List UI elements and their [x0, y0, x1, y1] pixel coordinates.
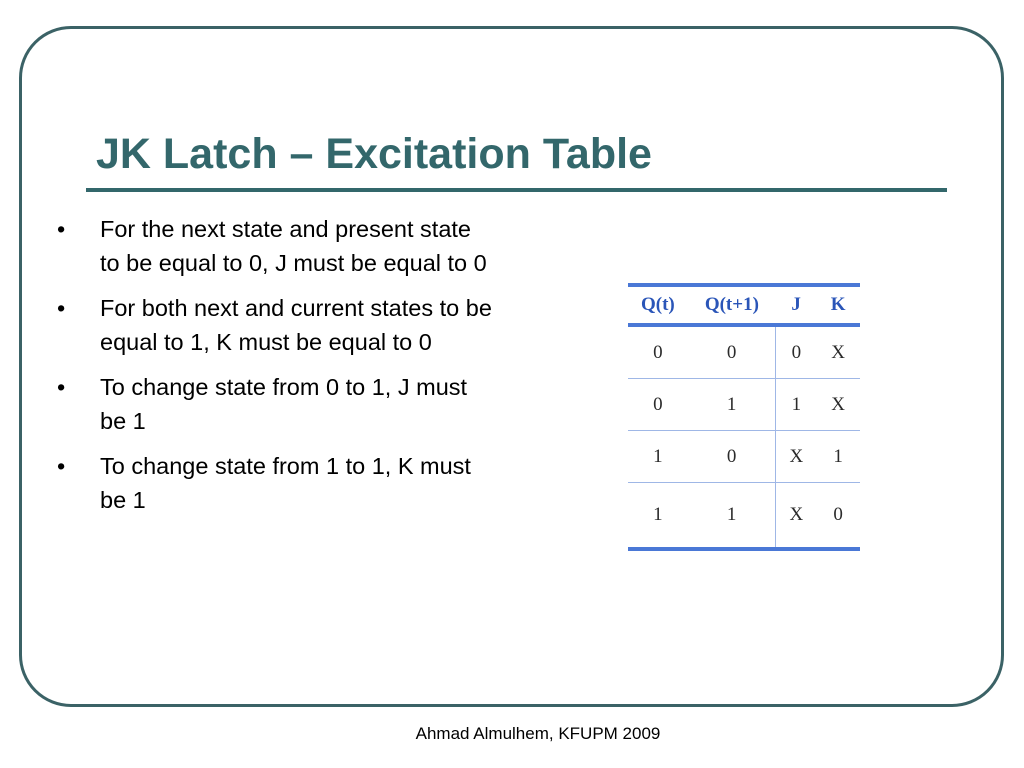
cell-k: 0: [816, 483, 860, 550]
table-row: [628, 325, 860, 379]
bullet-item: [57, 212, 497, 280]
cell-q-t: 0: [628, 379, 688, 431]
bullet-list: [57, 212, 497, 528]
cell-j: X: [776, 431, 816, 483]
bullet-marker: •: [57, 453, 66, 479]
table-row: [628, 483, 860, 550]
header-j: J: [776, 285, 816, 325]
cell-q-t: 1: [628, 431, 688, 483]
cell-q-t-plus-1: 0: [688, 431, 776, 483]
cell-j: 1: [776, 379, 816, 431]
bullet-item: [57, 370, 497, 438]
bullet-marker: •: [57, 216, 66, 242]
cell-j: 0: [776, 325, 816, 379]
bullet-text: To change state from 0 to 1, J must be 1: [100, 374, 468, 434]
header-q-t-plus-1: Q(t+1): [688, 285, 776, 325]
bullet-item: [57, 291, 497, 359]
bullet-text: To change state from 1 to 1, K must be 1: [100, 453, 471, 513]
bullet-text: For the next state and present state to be equal to 0, J must be equal to 0: [100, 216, 487, 276]
cell-k: X: [816, 379, 860, 431]
slide-footer: Ahmad Almulhem, KFUPM 2009: [415, 724, 661, 743]
table-row: [628, 379, 860, 431]
table-header-row: [628, 285, 860, 325]
cell-k: X: [816, 325, 860, 379]
title-underline: [86, 188, 947, 192]
slide-title: JK Latch – Excitation Table: [96, 130, 652, 178]
cell-q-t-plus-1: 0: [688, 325, 776, 379]
bullet-marker: •: [57, 374, 66, 400]
cell-q-t: 0: [628, 325, 688, 379]
cell-q-t: 1: [628, 483, 688, 550]
bullet-text: For both next and current states to be equal to 1, K must be equal to 0: [100, 295, 492, 355]
cell-q-t-plus-1: 1: [688, 379, 776, 431]
excitation-table: [628, 283, 860, 551]
cell-k: 1: [816, 431, 860, 483]
table-row: [628, 431, 860, 483]
bullet-item: [57, 449, 497, 517]
cell-j: X: [776, 483, 816, 550]
header-q-t: Q(t): [628, 285, 688, 325]
header-k: K: [816, 285, 860, 325]
cell-q-t-plus-1: 1: [688, 483, 776, 550]
bullet-marker: •: [57, 295, 66, 321]
